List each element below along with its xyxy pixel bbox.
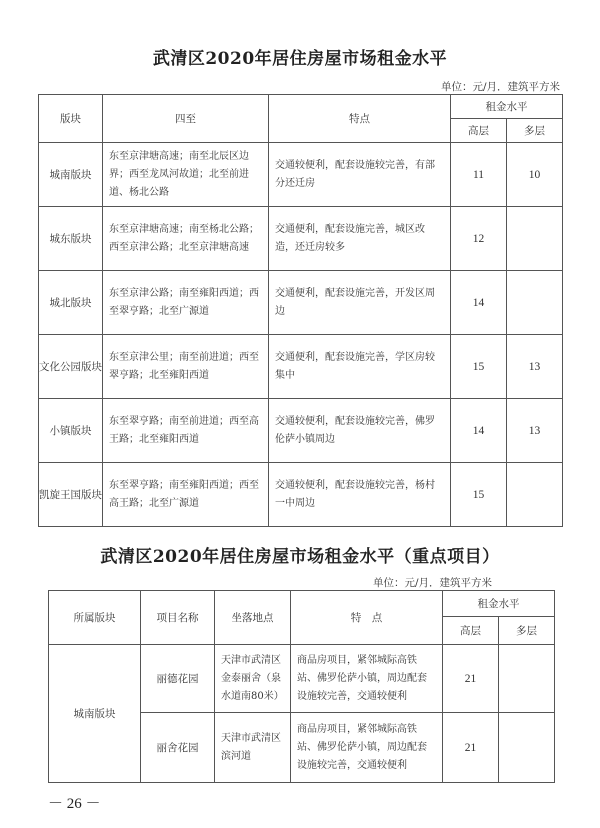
block-cell: 凯旋王国版块: [39, 463, 103, 527]
location-cell: 天津市武清区滨河道: [215, 713, 291, 783]
location-cell: 天津市武清区金泰丽舍（泉水道南80米）: [215, 645, 291, 713]
rent-table: [38, 94, 563, 527]
table-row: [39, 207, 563, 271]
features-cell: 商品房项目，紧邻城际高铁站、佛罗伦萨小镇，周边配套设施较完善，交通较便利: [291, 713, 443, 783]
multi-storey-rent: [507, 463, 563, 527]
table1-title: 武清区2020年居住房屋市场租金水平: [152, 49, 448, 69]
block-cell: 城北版块: [39, 271, 103, 335]
table-row: [39, 271, 563, 335]
multi-storey-rent: 13: [507, 399, 563, 463]
high-rise-rent: 21: [443, 645, 499, 713]
high-rise-rent: 11: [451, 143, 507, 207]
block-cell: 文化公园版块: [39, 335, 103, 399]
features-cell: 交通较便利，配套设施较完善，佛罗伦萨小镇周边: [269, 399, 451, 463]
features-cell: 交通较便利，配套设施较完善，有部分还迁房: [269, 143, 451, 207]
boundary-cell: 东至京津公里；南至前进道；西至翠亨路；北至雍阳西道: [103, 335, 269, 399]
multi-storey-rent: [507, 271, 563, 335]
boundary-cell: 东至京津塘高速；南至杨北公路；西至京津公路；北至京津塘高速: [103, 207, 269, 271]
header-project: 项目名称: [141, 591, 215, 645]
high-rise-rent: 12: [451, 207, 507, 271]
block-cell: 小镇版块: [39, 399, 103, 463]
table-row: [39, 143, 563, 207]
multi-storey-rent: [507, 207, 563, 271]
header-features: 特 点: [291, 591, 443, 645]
header-multi-storey: 多层: [507, 119, 563, 143]
features-cell: 交通便利，配套设施完善，开发区周边: [269, 271, 451, 335]
project-cell: 丽舍花园: [141, 713, 215, 783]
header-features: 特点: [269, 95, 451, 143]
features-cell: 交通便利，配套设施完善，城区改造，还迁房较多: [269, 207, 451, 271]
features-cell: 交通较便利，配套设施较完善，杨村一中周边: [269, 463, 451, 527]
high-rise-rent: 14: [451, 399, 507, 463]
header-rent-level: 租金水平: [443, 591, 555, 617]
header-high-rise: 高层: [443, 617, 499, 645]
features-cell: 商品房项目，紧邻城际高铁站、佛罗伦萨小镇，周边配套设施较完善，交通较便利: [291, 645, 443, 713]
table-row: [39, 463, 563, 527]
high-rise-rent: 15: [451, 463, 507, 527]
table1-unit: 单位：元/月．建筑平方米: [440, 81, 560, 93]
table-row: [39, 399, 563, 463]
high-rise-rent: 15: [451, 335, 507, 399]
boundary-cell: 东至京津塘高速；南至北辰区边界；西至龙凤河故道；北至前进道、杨北公路: [103, 143, 269, 207]
key-projects-table: [48, 590, 555, 783]
table2-unit: 单位：元/月．建筑平方米: [372, 577, 492, 589]
features-cell: 交通便利，配套设施完善，学区房较集中: [269, 335, 451, 399]
header-high-rise: 高层: [451, 119, 507, 143]
high-rise-rent: 21: [443, 713, 499, 783]
block-cell: 城东版块: [39, 207, 103, 271]
boundary-cell: 东至翠亨路；南至前进道；西至高王路；北至雍阳西道: [103, 399, 269, 463]
header-multi-storey: 多层: [499, 617, 555, 645]
multi-storey-rent: [499, 645, 555, 713]
table2-title: 武清区2020年居住房屋市场租金水平（重点项目）: [100, 547, 500, 567]
multi-storey-rent: 10: [507, 143, 563, 207]
header-location: 坐落地点: [215, 591, 291, 645]
boundary-cell: 东至翠亨路；南至雍阳西道；西至高王路；北至广源道: [103, 463, 269, 527]
table-row: [49, 645, 555, 713]
header-boundary: 四至: [103, 95, 269, 143]
header-block: 所属版块: [49, 591, 141, 645]
multi-storey-rent: [499, 713, 555, 783]
group-block-cell: 城南版块: [49, 645, 141, 783]
project-cell: 丽德花园: [141, 645, 215, 713]
header-block: 版块: [39, 95, 103, 143]
high-rise-rent: 14: [451, 271, 507, 335]
table-row: [39, 335, 563, 399]
boundary-cell: 东至京津公路；南至雍阳西道；西至翠亨路；北至广源道: [103, 271, 269, 335]
block-cell: 城南版块: [39, 143, 103, 207]
page-number: － 26 －: [48, 796, 101, 812]
header-rent-level: 租金水平: [451, 95, 563, 119]
multi-storey-rent: 13: [507, 335, 563, 399]
